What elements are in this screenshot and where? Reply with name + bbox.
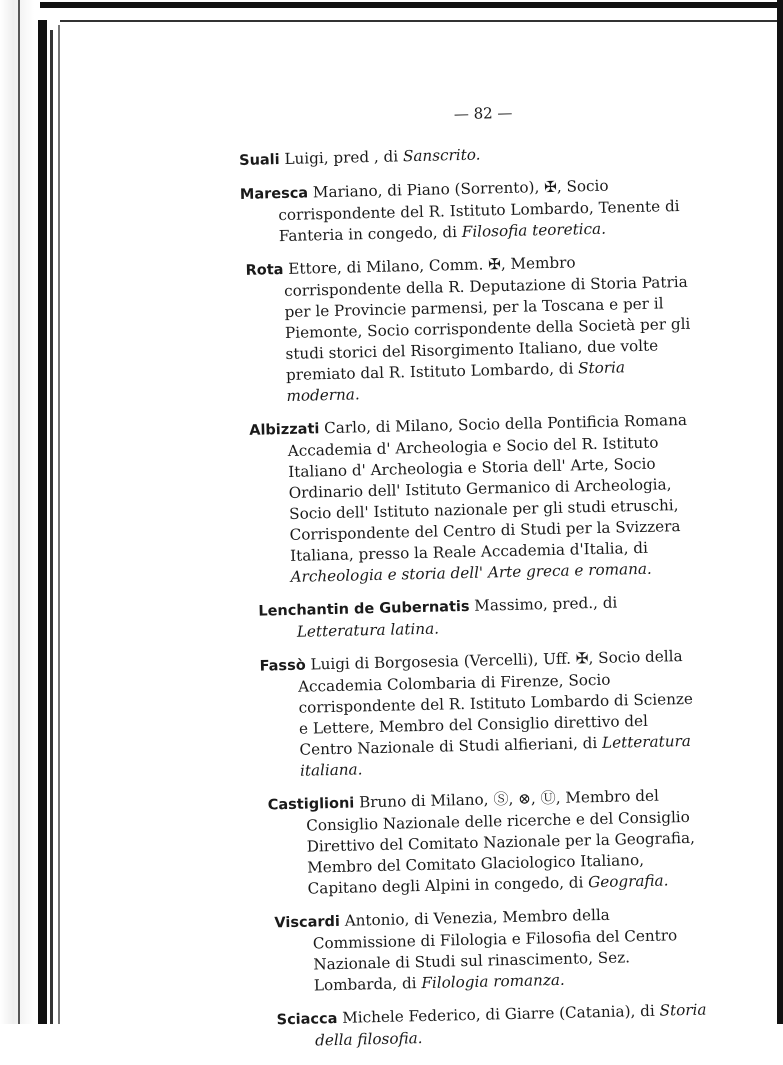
scan-left-strip: [0, 0, 34, 1024]
page-number: — 82 —: [453, 103, 513, 124]
entry-subject: Archeologia e storia dell' Arte greca e romana.: [290, 559, 652, 586]
scan-right-border: [777, 0, 783, 1024]
faculty-name: Maresca: [239, 185, 309, 203]
faculty-entry: [274, 903, 708, 998]
scan-left-binding: [0, 0, 70, 1024]
entry-subject: Letteratura latina.: [296, 619, 440, 641]
entry-text: Luigi, pred , di: [279, 147, 404, 169]
faculty-name: Albizzati: [249, 421, 320, 439]
faculty-entry: [268, 785, 706, 901]
faculty-name: Sciacca: [276, 1010, 338, 1029]
scan-top-thick-rule: [40, 2, 783, 8]
entry-subject: Storia della filosofia.: [314, 1000, 707, 1050]
scan-left-line: [18, 0, 20, 1024]
entry-text: Bruno di Milano, Ⓢ, ⊗, Ⓤ, Membro del Consiglio Nazionale delle ricerche e del Consiglio Direttivo del Comitato Nazionale per la Geografia, Membro del Comitato Glaciologico Italiano, Capitano degli Alpini in congedo, di: [306, 786, 696, 898]
entry-text: Carlo, di Milano, Socio della Pontificia Romana Accademia d' Archeologia e Socio del R. Istituto Italiano d' Archeologia e Storia dell' Arte, Socio Ordinario dell' Istituto Germanico di Archeologia, Socio dell' Istituto nazionale per gli studi etruschi, Corrispondente del Centro di Studi per la Svizzera Italiana, presso la Reale Accademia d'Italia, di: [287, 410, 688, 565]
scan-left-line: [50, 30, 53, 1024]
scan-top-thin-rule: [60, 20, 783, 22]
entry-subject: Sanscrito.: [402, 145, 481, 166]
entry-text: Ettore, di Milano, Comm. ✠, Membro corrispondente della R. Deputazione di Storia Patria per le Provincie parmensi, per la Toscana e per il Piemonte, Socio corrispondente della Società per gli studi storici del Risorgimento Italiano, due volte premiato dal R. Istituto Lombardo, di: [283, 253, 691, 384]
entry-text: Michele Federico, di Giarre (Catania), di: [337, 1001, 660, 1027]
entry-subject: Geografia.: [587, 871, 669, 892]
entry-text: Mariano, di Piano (Sorrento), ✠, Socio corrispondente del R. Istituto Lombardo, Tenente di Fanteria in congedo, di: [278, 176, 680, 246]
entry-subject: Filosofia teoretica.: [461, 219, 607, 241]
entry-subject: Storia moderna.: [286, 358, 626, 405]
faculty-name: Rota: [245, 262, 284, 279]
faculty-name: Fassò: [259, 657, 306, 675]
faculty-entry: [245, 250, 694, 408]
faculty-name: Viscardi: [274, 913, 341, 932]
entry-subject: Letteratura italiana.: [299, 731, 692, 780]
entry-text: Luigi di Borgosesia (Vercelli), Uff. ✠, Socio della Accademia Colombaria di Firenze, Socio corrispondente del R. Istituto Lombardo di Scienze e Lettere, Membro del Consiglio direttivo del Centro Nazionale di Studi alfieriani, di: [297, 647, 694, 759]
faculty-name: Suali: [238, 152, 280, 169]
faculty-name: Lenchantin de Gubernatis: [258, 598, 470, 620]
entry-subject: Filologia romanza.: [421, 970, 565, 993]
faculty-entry: [276, 1000, 709, 1053]
scan-left-binding-bar: [38, 20, 47, 1024]
faculty-entry: [240, 174, 691, 248]
document-page: [238, 100, 710, 1065]
scan-top-border: [0, 0, 783, 10]
faculty-entry: [239, 140, 689, 172]
faculty-entry: [259, 646, 703, 783]
faculty-entry: [249, 410, 699, 589]
faculty-name: Castiglioni: [267, 795, 355, 814]
entry-text: Antonio, di Venezia, Membro della Commissione di Filologia e Filosofia del Centro Nazionale di Studi sul rinascimento, Sez. Lombarda, di: [312, 905, 678, 995]
entry-text: Massimo, pred., di: [469, 593, 618, 615]
faculty-entry: [258, 591, 700, 644]
scan-left-line: [58, 25, 60, 1024]
